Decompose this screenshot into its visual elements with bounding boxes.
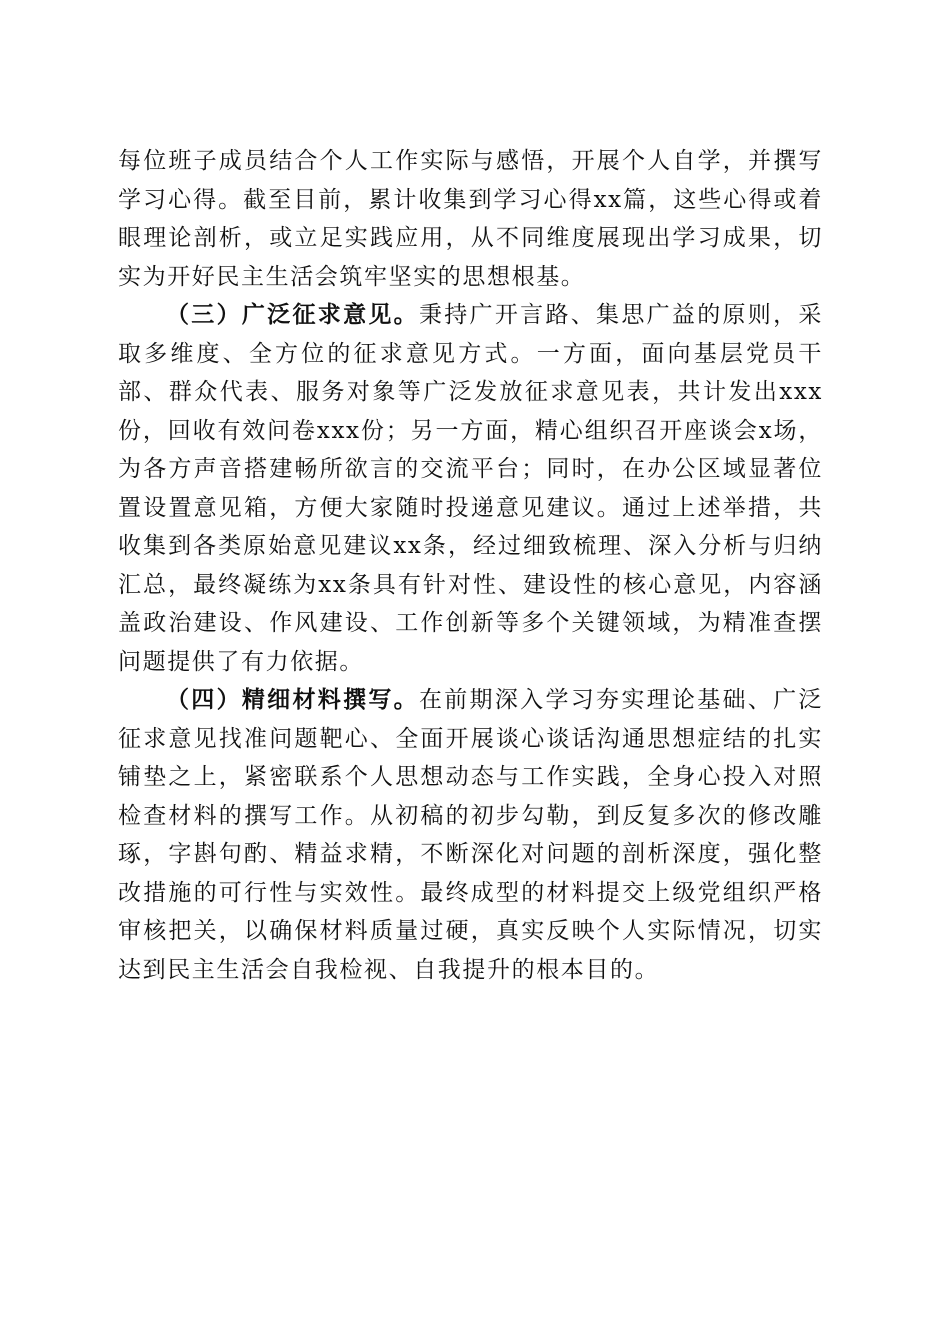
paragraph-text: 秉持广开言路、集思广益的原则，采取多维度、全方位的征求意见方式。一方面，面向基层党员干部、群众代表、服务对象等广泛发放征求意见表，共计发出xxx份，回收有效问卷xxx份；另一方面，精心组织召开座谈会x场，为各方声音搭建畅所欲言的交流平台；同时，在办公区域显著位置设置意见箱，方便大家随时投递意见建议。通过上述举措，共收集到各类原始意见建议xx条，经过细致梳理、深入分析与归纳汇总，最终凝练为xx条具有针对性、建设性的核心意见，内容涵盖政治建设、作风建设、工作创新等多个关键领域，为精准查摆问题提供了有力依据。	[118, 302, 824, 675]
paragraph-text: 每位班子成员结合个人工作实际与感悟，开展个人自学，并撰写学习心得。截至目前，累计收集到学习心得xx篇，这些心得或着眼理论剖析，或立足实践应用，从不同维度展现出学习成果，切实为开好民主生活会筑牢坚实的思想根基。	[118, 148, 823, 290]
document-body	[118, 142, 823, 989]
section-heading-3: （三）广泛征求意见。	[166, 301, 419, 328]
paragraph-solicit-opinions	[118, 296, 823, 681]
section-heading-4: （四）精细材料撰写。	[166, 686, 419, 713]
paragraph-study-notes	[118, 142, 823, 296]
paragraph-material-writing	[118, 681, 823, 989]
paragraph-text: 在前期深入学习夯实理论基础、广泛征求意见找准问题靶心、全面开展谈心谈话沟通思想症结的扎实铺垫之上，紧密联系个人思想动态与工作实践，全身心投入对照检查材料的撰写工作。从初稿的初步勾勒，到反复多次的修改雕琢，字斟句酌、精益求精，不断深化对问题的剖析深度，强化整改措施的可行性与实效性。最终成型的材料提交上级党组织严格审核把关，以确保材料质量过硬，真实反映个人实际情况，切实达到民主生活会自我检视、自我提升的根本目的。	[118, 687, 824, 983]
